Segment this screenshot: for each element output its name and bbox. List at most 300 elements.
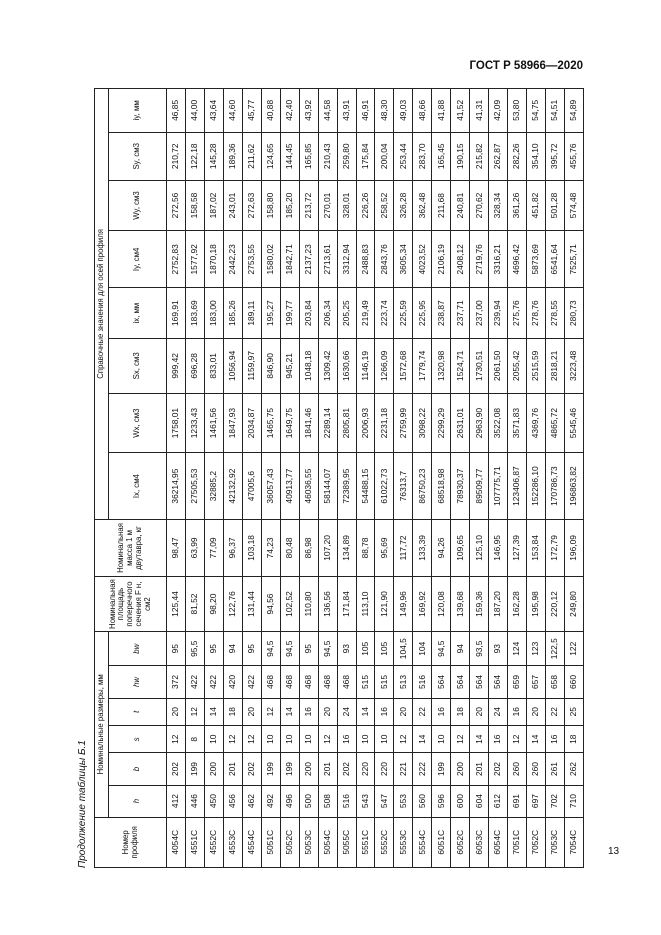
table-cell: 2963,90 (470, 393, 489, 453)
profile-number-cell: 6054C (489, 817, 508, 867)
table-cell: 596 (432, 785, 451, 817)
table-cell: 833,01 (204, 338, 223, 393)
table-cell: 94,56 (261, 577, 280, 632)
table-cell: 196863,82 (565, 453, 584, 519)
table-body (167, 89, 584, 868)
table-cell: 170786,73 (546, 453, 565, 519)
table-cell: 121,90 (375, 577, 394, 632)
table-cell: 14 (356, 698, 375, 725)
table-cell: 468 (318, 666, 337, 698)
table-cell: 76313,7 (394, 453, 413, 519)
table-cell: 260 (527, 753, 546, 785)
table-cell: 14 (413, 726, 432, 753)
table-cell: 275,76 (508, 288, 527, 338)
table-row (432, 89, 451, 868)
table-cell: 94 (451, 632, 470, 666)
table-cell: 1841,46 (299, 393, 318, 453)
table-cell: 1048,18 (299, 338, 318, 393)
table-cell: 1842,71 (280, 231, 299, 288)
profile-number-cell: 7052C (527, 817, 546, 867)
table-row (508, 89, 527, 868)
table-cell: 63,99 (185, 519, 204, 576)
table-cell: 103,18 (242, 519, 261, 576)
table-cell: 215,82 (470, 132, 489, 180)
table-cell: 201 (318, 753, 337, 785)
table-cell: 48,66 (413, 89, 432, 133)
table-cell: 604 (470, 785, 489, 817)
table-cell: 18 (565, 726, 584, 753)
profile-number-cell: 6051C (432, 817, 451, 867)
header-nominal-dimensions: Номинальные размеры, мм (95, 632, 109, 818)
table-cell: 3316,21 (489, 231, 508, 288)
table-cell: 169,91 (167, 288, 186, 338)
table-cell: 78930,37 (451, 453, 470, 519)
table-cell: 153,84 (527, 519, 546, 576)
table-cell: 134,89 (337, 519, 356, 576)
table-cell: 516 (337, 785, 356, 817)
header-iy-radius: iy, мм (109, 89, 167, 133)
table-cell: 175,84 (356, 132, 375, 180)
table-cell: 12 (167, 726, 186, 753)
table-cell: 96,37 (223, 519, 242, 576)
table-cell: 468 (261, 666, 280, 698)
table-cell: 107775,71 (489, 453, 508, 519)
table-cell: 58144,07 (318, 453, 337, 519)
table-cell: 22 (546, 698, 565, 725)
table-cell: 16 (489, 726, 508, 753)
table-cell: 2289,14 (318, 393, 337, 453)
table-cell: 54,51 (546, 89, 565, 133)
table-cell: 203,84 (299, 288, 318, 338)
table-cell: 95 (204, 632, 223, 666)
table-cell: 146,95 (489, 519, 508, 576)
table-cell: 48,30 (375, 89, 394, 133)
table-cell: 12 (508, 726, 527, 753)
table-row (565, 89, 584, 868)
table-cell: 1159,97 (242, 338, 261, 393)
table-cell: 104,5 (394, 632, 413, 666)
header-t: t (109, 698, 167, 725)
table-cell: 2719,76 (470, 231, 489, 288)
table-cell: 220 (356, 753, 375, 785)
table-cell: 93 (337, 632, 356, 666)
table-cell: 710 (565, 785, 584, 817)
table-cell: 412 (167, 785, 186, 817)
table-cell: 660 (565, 666, 584, 698)
table-cell: 1847,93 (223, 393, 242, 453)
table-cell: 95,69 (375, 519, 394, 576)
table-cell: 702 (546, 785, 565, 817)
table-cell: 202 (489, 753, 508, 785)
table-cell: 3223,48 (565, 338, 584, 393)
table-cell: 12 (261, 698, 280, 725)
table-cell: 2515,59 (527, 338, 546, 393)
table-cell: 221 (394, 753, 413, 785)
table-cell: 187,02 (204, 180, 223, 230)
table-cell: 270,01 (318, 180, 337, 230)
table-cell: 564 (432, 666, 451, 698)
table-cell: 43,91 (337, 89, 356, 133)
table-cell: 123406,87 (508, 453, 527, 519)
table-cell: 456 (223, 785, 242, 817)
table-row (167, 89, 186, 868)
table-cell: 165,45 (432, 132, 451, 180)
table-cell: 113,10 (356, 577, 375, 632)
table-cell: 222 (413, 753, 432, 785)
table-cell: 210,72 (167, 132, 186, 180)
table-cell: 42132,92 (223, 453, 242, 519)
table-cell: 1309,42 (318, 338, 337, 393)
table-cell: 240,81 (451, 180, 470, 230)
table-cell: 2753,55 (242, 231, 261, 288)
table-cell: 372 (167, 666, 186, 698)
profile-number-cell: 5053C (299, 817, 318, 867)
profile-table (94, 88, 584, 868)
table-cell: 691 (508, 785, 527, 817)
table-cell: 10 (204, 726, 223, 753)
table-cell: 144,45 (280, 132, 299, 180)
table-cell: 24 (489, 698, 508, 725)
table-cell: 94,26 (432, 519, 451, 576)
table-cell: 94,5 (432, 632, 451, 666)
table-row (489, 89, 508, 868)
table-cell: 169,92 (413, 577, 432, 632)
table-cell: 124 (508, 632, 527, 666)
table-cell: 1758,01 (167, 393, 186, 453)
table-cell: 2231,18 (375, 393, 394, 453)
table-cell: 258,52 (375, 180, 394, 230)
table-cell: 361,26 (508, 180, 527, 230)
table-cell: 213,72 (299, 180, 318, 230)
table-cell: 131,44 (242, 577, 261, 632)
table-cell: 501,28 (546, 180, 565, 230)
table-cell: 225,95 (413, 288, 432, 338)
table-cell: 515 (356, 666, 375, 698)
table-cell: 3605,34 (394, 231, 413, 288)
table-row (261, 89, 280, 868)
table-cell: 492 (261, 785, 280, 817)
table-cell: 42,40 (280, 89, 299, 133)
table-row (223, 89, 242, 868)
table-cell: 94 (223, 632, 242, 666)
table-cell: 219,49 (356, 288, 375, 338)
table-cell: 44,00 (185, 89, 204, 133)
table-cell: 278,55 (546, 288, 565, 338)
table-cell: 43,64 (204, 89, 223, 133)
profile-number-cell: 7051C (508, 817, 527, 867)
table-cell: 205,25 (337, 288, 356, 338)
table-cell: 46036,55 (299, 453, 318, 519)
profile-number-cell: 5055C (337, 817, 356, 867)
table-cell: 16 (375, 698, 394, 725)
table-cell: 77,09 (204, 519, 223, 576)
table-cell: 54488,15 (356, 453, 375, 519)
table-cell: 122,5 (546, 632, 565, 666)
table-cell: 12 (185, 698, 204, 725)
table-cell: 187,20 (489, 577, 508, 632)
table-cell: 659 (508, 666, 527, 698)
table-cell: 49,03 (394, 89, 413, 133)
table-cell: 3312,94 (337, 231, 356, 288)
table-cell: 14 (527, 726, 546, 753)
table-cell: 200 (204, 753, 223, 785)
table-cell: 120,08 (432, 577, 451, 632)
table-row (299, 89, 318, 868)
table-cell: 2843,76 (375, 231, 394, 288)
table-cell: 122,18 (185, 132, 204, 180)
table-row (451, 89, 470, 868)
table-cell: 183,69 (185, 288, 204, 338)
header-sx-static: Sx, см3 (109, 338, 167, 393)
table-cell: 362,48 (413, 180, 432, 230)
table-cell: 10 (432, 726, 451, 753)
table-cell: 41,31 (470, 89, 489, 133)
profile-number-cell: 5052C (280, 817, 299, 867)
table-cell: 4865,72 (546, 393, 565, 453)
profile-number-cell: 4553C (223, 817, 242, 867)
table-cell: 95 (299, 632, 318, 666)
table-cell: 451,82 (527, 180, 546, 230)
header-hw: hw (109, 666, 167, 698)
table-cell: 1465,75 (261, 393, 280, 453)
table-cell: 657 (527, 666, 546, 698)
table-row (280, 89, 299, 868)
table-cell: 283,70 (413, 132, 432, 180)
table-cell: 4023,52 (413, 231, 432, 288)
table-cell: 395,72 (546, 132, 565, 180)
table-cell: 200 (451, 753, 470, 785)
table-cell: 54,75 (527, 89, 546, 133)
table-cell: 422 (185, 666, 204, 698)
table-cell: 5873,69 (527, 231, 546, 288)
table-cell: 206,34 (318, 288, 337, 338)
table-cell: 122 (565, 632, 584, 666)
table-cell: 508 (318, 785, 337, 817)
table-cell: 199 (432, 753, 451, 785)
table-cell: 2442,23 (223, 231, 242, 288)
table-cell: 658 (546, 666, 565, 698)
table-cell: 468 (337, 666, 356, 698)
table-cell: 46,91 (356, 89, 375, 133)
table-cell: 612 (489, 785, 508, 817)
table-cell: 158,58 (185, 180, 204, 230)
table-cell: 564 (470, 666, 489, 698)
table-cell: 202 (242, 753, 261, 785)
table-caption: Продолжение таблицы Б.1 (77, 740, 88, 868)
profile-number-cell: 5553C (394, 817, 413, 867)
header-sy-static: Sy, см3 (109, 132, 167, 180)
table-cell: 226,26 (356, 180, 375, 230)
table-cell: 24 (337, 698, 356, 725)
table-cell: 74,23 (261, 519, 280, 576)
table-cell: 165,85 (299, 132, 318, 180)
table-cell: 211,68 (432, 180, 451, 230)
table-cell: 124,65 (261, 132, 280, 180)
table-cell: 462 (242, 785, 261, 817)
table-cell: 600 (451, 785, 470, 817)
table-cell: 1649,75 (280, 393, 299, 453)
table-cell: 25 (565, 698, 584, 725)
table-row (413, 89, 432, 868)
table-row (470, 89, 489, 868)
table-cell: 282,26 (508, 132, 527, 180)
table-cell: 10 (375, 726, 394, 753)
table-cell: 127,39 (508, 519, 527, 576)
table-cell: 107,20 (318, 519, 337, 576)
table-cell: 2061,50 (489, 338, 508, 393)
table-row (204, 89, 223, 868)
table-cell: 574,48 (565, 180, 584, 230)
table-cell: 105 (375, 632, 394, 666)
table-cell: 199 (280, 753, 299, 785)
table-cell: 145,28 (204, 132, 223, 180)
table-cell: 220 (375, 753, 394, 785)
standard-designation: ГОСТ Р 58966—2020 (469, 60, 583, 72)
table-cell: 2631,01 (451, 393, 470, 453)
table-cell: 1233,43 (185, 393, 204, 453)
table-cell: 2299,29 (432, 393, 451, 453)
table-cell: 12 (223, 726, 242, 753)
table-cell: 171,84 (337, 577, 356, 632)
table-cell: 697 (527, 785, 546, 817)
table-cell: 280,73 (565, 288, 584, 338)
table-cell: 61022,73 (375, 453, 394, 519)
table-cell: 1572,68 (394, 338, 413, 393)
table-cell: 547 (375, 785, 394, 817)
header-cross-section-area: Номинальная площадь поперечного сечения F н, см2 (95, 577, 167, 632)
table-cell: 220,12 (546, 577, 565, 632)
table-cell: 47005,6 (242, 453, 261, 519)
table-cell: 999,42 (167, 338, 186, 393)
table-cell: 468 (299, 666, 318, 698)
table-cell: 500 (299, 785, 318, 817)
table-cell: 196,09 (565, 519, 584, 576)
profile-number-cell: 7053C (546, 817, 565, 867)
table-cell: 2137,23 (299, 231, 318, 288)
table-cell: 98,47 (167, 519, 186, 576)
header-bw: bw (109, 632, 167, 666)
page-number: 13 (608, 846, 620, 857)
table-cell: 560 (413, 785, 432, 817)
table-cell: 422 (242, 666, 261, 698)
table-row (527, 89, 546, 868)
table-cell: 253,44 (394, 132, 413, 180)
table-cell: 553 (394, 785, 413, 817)
table-cell: 109,65 (451, 519, 470, 576)
table-cell: 223,74 (375, 288, 394, 338)
header-wx-modulus: Wx, см3 (109, 393, 167, 453)
table-cell: 41,52 (451, 89, 470, 133)
table-cell: 261 (546, 753, 565, 785)
table-cell: 201 (470, 753, 489, 785)
table-row (318, 89, 337, 868)
table-cell: 20 (394, 698, 413, 725)
profile-number-cell: 5551C (356, 817, 375, 867)
table-cell: 225,59 (394, 288, 413, 338)
table-cell: 195,98 (527, 577, 546, 632)
table-cell: 14 (280, 698, 299, 725)
table-cell: 43,92 (299, 89, 318, 133)
table-cell: 455,76 (565, 132, 584, 180)
table-row (356, 89, 375, 868)
table-cell: 2818,21 (546, 338, 565, 393)
table-cell: 202 (167, 753, 186, 785)
table-cell: 10 (261, 726, 280, 753)
table-cell: 239,94 (489, 288, 508, 338)
table-cell: 326,28 (394, 180, 413, 230)
table-cell: 133,39 (413, 519, 432, 576)
table-cell: 446 (185, 785, 204, 817)
table-cell: 125,44 (167, 577, 186, 632)
table-cell: 259,80 (337, 132, 356, 180)
table-cell: 2408,12 (451, 231, 470, 288)
table-cell: 16 (508, 698, 527, 725)
table-cell: 515 (375, 666, 394, 698)
table-cell: 945,21 (280, 338, 299, 393)
table-cell: 44,60 (223, 89, 242, 133)
table-cell: 95 (167, 632, 186, 666)
table-cell: 1146,19 (356, 338, 375, 393)
table-cell: 94,5 (261, 632, 280, 666)
table-cell: 3571,83 (508, 393, 527, 453)
table-cell: 122,76 (223, 577, 242, 632)
header-reference-values: Справочные значения для осей профиля (95, 89, 109, 520)
table-cell: 16 (337, 726, 356, 753)
table-cell: 1580,02 (261, 231, 280, 288)
table-cell: 152286,10 (527, 453, 546, 519)
table-cell: 94,5 (318, 632, 337, 666)
table-cell: 1870,18 (204, 231, 223, 288)
profile-number-cell: 5554C (413, 817, 432, 867)
table-cell: 105 (356, 632, 375, 666)
table-cell: 4369,76 (527, 393, 546, 453)
table-cell: 10 (356, 726, 375, 753)
table-cell: 14 (204, 698, 223, 725)
table-cell: 200,04 (375, 132, 394, 180)
table-cell: 20 (470, 698, 489, 725)
table-cell: 32885,2 (204, 453, 223, 519)
table-cell: 195,27 (261, 288, 280, 338)
table-cell: 201 (223, 753, 242, 785)
header-h: h (109, 785, 167, 817)
table-cell: 40,88 (261, 89, 280, 133)
table-row (546, 89, 565, 868)
table-cell: 422 (204, 666, 223, 698)
table-cell: 158,80 (261, 180, 280, 230)
table-cell: 278,76 (527, 288, 546, 338)
table-cell: 20 (167, 698, 186, 725)
table-cell: 450 (204, 785, 223, 817)
table-cell: 8 (185, 726, 204, 753)
table-cell: 516 (413, 666, 432, 698)
table-cell: 16 (546, 726, 565, 753)
table-cell: 68518,98 (432, 453, 451, 519)
table-cell: 53,80 (508, 89, 527, 133)
table-cell: 2752,83 (167, 231, 186, 288)
table-cell: 468 (280, 666, 299, 698)
table-cell: 183,00 (204, 288, 223, 338)
table-cell: 1630,66 (337, 338, 356, 393)
table-cell: 93 (489, 632, 508, 666)
table-cell: 123 (527, 632, 546, 666)
table-cell: 89509,77 (470, 453, 489, 519)
table-cell: 72389,95 (337, 453, 356, 519)
table-cell: 3098,22 (413, 393, 432, 453)
table-cell: 272,56 (167, 180, 186, 230)
table-row (337, 89, 356, 868)
table-cell: 846,90 (261, 338, 280, 393)
table-cell: 81,52 (185, 577, 204, 632)
